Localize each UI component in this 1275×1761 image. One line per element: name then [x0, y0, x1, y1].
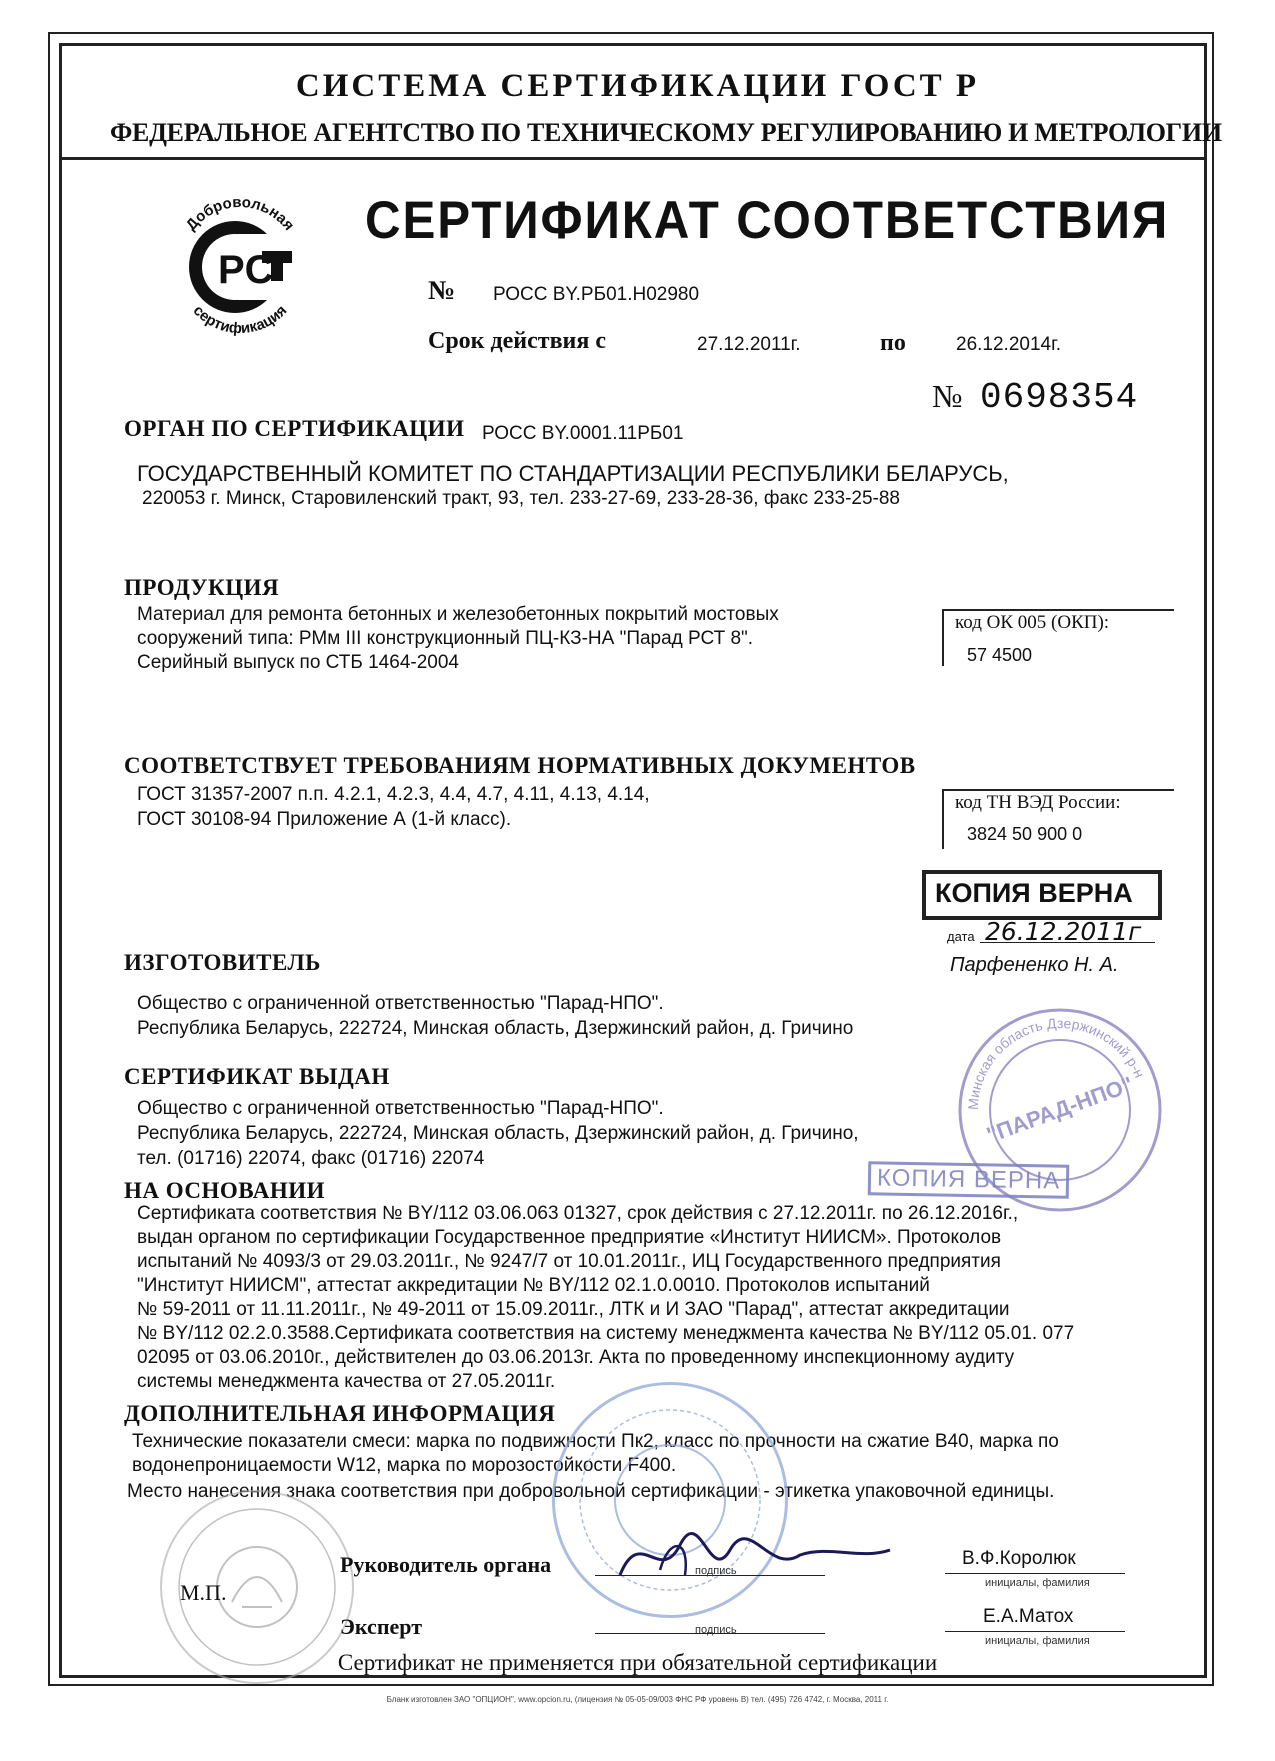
valid-from: 27.12.2011г.: [697, 334, 801, 355]
certificate-number: РОСС BY.РБ01.Н02980: [493, 284, 700, 305]
issued-to-line-2: Республика Беларусь, 222724, Минская область, Дзержинский район, д. Гричино,: [137, 1123, 859, 1144]
basis-line: системы менеджмента качества от 27.05.2011г.: [137, 1371, 556, 1392]
additional-line-3: Место нанесения знака соответствия при добровольной сертификации - этикетка упаковочной единицы.: [127, 1481, 1055, 1502]
head-signature: [600, 1515, 900, 1595]
serial-label: №: [932, 378, 963, 414]
additional-line-2: водонепроницаемости W12, марка по морозостойкости F400.: [132, 1455, 677, 1476]
basis-line: № BY/112 02.2.0.3588.Сертификата соответствия на систему менеджмента качества № BY/112 05.01. 077: [137, 1323, 1075, 1344]
expert-name-caption: инициалы, фамилия: [985, 1635, 1090, 1647]
logo-bottom-text: сертификация: [189, 302, 291, 338]
basis-line: № 59-2011 от 11.11.2011г., № 49-2011 от 15.09.2011г., ЛТК и И ЗАО "Парад", аттестат аккредитации: [137, 1299, 1010, 1320]
expert-signature-caption: подпись: [695, 1624, 737, 1636]
basis-label: НА ОСНОВАНИИ: [124, 1178, 325, 1203]
conformity-line-1: ГОСТ 31357-2007 п.п. 4.2.1, 4.2.3, 4.4, 4.7, 4.11, 4.13, 4.14,: [137, 784, 650, 805]
gost-r-logo: [160, 185, 320, 345]
additional-info-label: ДОПОЛНИТЕЛЬНАЯ ИНФОРМАЦИЯ: [124, 1401, 556, 1426]
head-of-body-label: Руководитель органа: [340, 1552, 552, 1577]
certification-body-label: ОРГАН ПО СЕРТИФИКАЦИИ: [124, 416, 465, 441]
valid-to: 26.12.2014г.: [956, 334, 1061, 355]
certification-body-name: ГОСУДАРСТВЕННЫЙ КОМИТЕТ ПО СТАНДАРТИЗАЦИИ РЕСПУБЛИКИ БЕЛАРУСЬ,: [137, 461, 1009, 486]
company-seal-text: "ПАРАД-НПО": [983, 1071, 1137, 1148]
company-seal-ring-text: Минская область Дзержинский р-н: [964, 1014, 1148, 1111]
manufacturer-line-2: Республика Беларусь, 222724, Минская область, Дзержинский район, д. Гричино: [137, 1018, 854, 1039]
number-label: №: [428, 275, 456, 305]
certificate-title: СЕРТИФИКАТ СООТВЕТСТВИЯ: [365, 191, 1170, 250]
gost-r-mark-icon: [160, 185, 320, 345]
product-line-1: Материал для ремонта бетонных и железобетонных покрытий мостовых: [137, 604, 779, 625]
copy-stamp-date-label: дата: [947, 929, 975, 944]
issued-to-line-1: Общество с ограниченной ответственностью "Парад-НПО".: [137, 1098, 664, 1119]
basis-line: Сертификата соответствия № BY/112 03.06.063 01327, срок действия с 27.12.2011г. по 26.12.2016г.,: [137, 1203, 1019, 1224]
conformity-label: СООТВЕТСТВУЕТ ТРЕБОВАНИЯМ НОРМАТИВНЫХ ДОКУМЕНТОВ: [124, 753, 916, 778]
issued-to-label: СЕРТИФИКАТ ВЫДАН: [124, 1064, 390, 1089]
conformity-line-2: ГОСТ 30108-94 Приложение А (1-й класс).: [137, 809, 512, 830]
head-name-caption: инициалы, фамилия: [985, 1577, 1090, 1589]
validity-label: Срок действия с: [428, 328, 606, 354]
copy-stamp-title: КОПИЯ ВЕРНА: [935, 878, 1133, 908]
tn-ved-value: 3824 50 900 0: [967, 824, 1083, 844]
header-divider: [62, 157, 1204, 160]
basis-line: испытаний № 4093/3 от 29.03.2011г., № 9247/7 от 10.01.2011г., ИЦ Государственного предприятия: [137, 1251, 1001, 1272]
basis-line: 02095 от 03.06.2010г., действителен до 03.06.2013г. Акта по проведенному инспекционному аудиту: [137, 1347, 1015, 1368]
okp-code-label: код ОК 005 (ОКП):: [955, 612, 1110, 633]
basis-line: выдан органом по сертификации Государственное предприятие «Институт НИИСМ». Протоколов: [137, 1227, 1002, 1248]
mp-label: М.П.: [180, 1580, 227, 1605]
copy-stamp-date-line: [980, 942, 1155, 943]
copy-verified-stamp-blue: КОПИЯ ВЕРНА: [868, 1161, 1070, 1199]
footer-notice: Сертификат не применяется при обязательной сертификации: [337, 1650, 938, 1675]
manufacturer-line-1: Общество с ограниченной ответственностью "Парад-НПО".: [137, 993, 664, 1014]
expert-label: Эксперт: [340, 1614, 423, 1639]
certification-body-address: 220053 г. Минск, Старовиленский тракт, 93, тел. 233-27-69, 233-28-36, факс 233-25-88: [142, 488, 900, 509]
product-line-3: Серийный выпуск по СТБ 1464-2004: [137, 652, 459, 673]
okp-code-value: 57 4500: [967, 645, 1033, 665]
copy-stamp-date: 26.12.2011г: [985, 917, 1142, 946]
product-label: ПРОДУКЦИЯ: [124, 575, 280, 600]
handwritten-signature-icon: [600, 1515, 900, 1595]
logo-top-text: Добровольная: [182, 193, 298, 234]
product-line-2: сооружений типа: РМм III конструкционный ПЦ-КЗ-НА "Парад РСТ 8".: [137, 628, 754, 649]
copy-stamp-name: Парфененко Н. А.: [950, 954, 1119, 976]
issued-to-line-3: тел. (01716) 22074, факс (01716) 22074: [137, 1148, 485, 1169]
logo-mark: PC: [218, 248, 274, 292]
expert-name: Е.А.Матох: [983, 1606, 1074, 1627]
to-label: по: [880, 330, 906, 356]
head-signature-caption: подпись: [695, 1565, 737, 1577]
certification-body-code: РОСС BY.0001.11РБ01: [482, 423, 684, 444]
serial-number: 0698354: [980, 377, 1139, 418]
basis-line: "Институт НИИСМ", аттестат аккредитации № BY/112 02.1.0.0010. Протоколов испытаний: [137, 1275, 930, 1296]
expert-name-line: [945, 1631, 1125, 1632]
tn-ved-label: код ТН ВЭД России:: [955, 792, 1121, 813]
manufacturer-label: ИЗГОТОВИТЕЛЬ: [124, 950, 321, 975]
agency-title: ФЕДЕРАЛЬНОЕ АГЕНТСТВО ПО ТЕХНИЧЕСКОМУ РЕГУЛИРОВАНИЮ И МЕТРОЛОГИИ: [110, 118, 1222, 147]
head-name-line: [945, 1573, 1125, 1574]
printer-imprint: Бланк изготовлен ЗАО "ОПЦИОН", www.opcion.ru, (лицензия № 05-05-09/003 ФНС РФ уровень В) тел. (495) 726 4742, г. Москва, 2011 г.: [386, 1695, 889, 1704]
system-title: СИСТЕМА СЕРТИФИКАЦИИ ГОСТ Р: [295, 68, 980, 104]
head-name: В.Ф.Королюк: [962, 1548, 1076, 1569]
additional-line-1: Технические показатели смеси: марка по подвижности Пк2, класс по прочности на сжатие В40, марка по: [132, 1431, 1059, 1452]
